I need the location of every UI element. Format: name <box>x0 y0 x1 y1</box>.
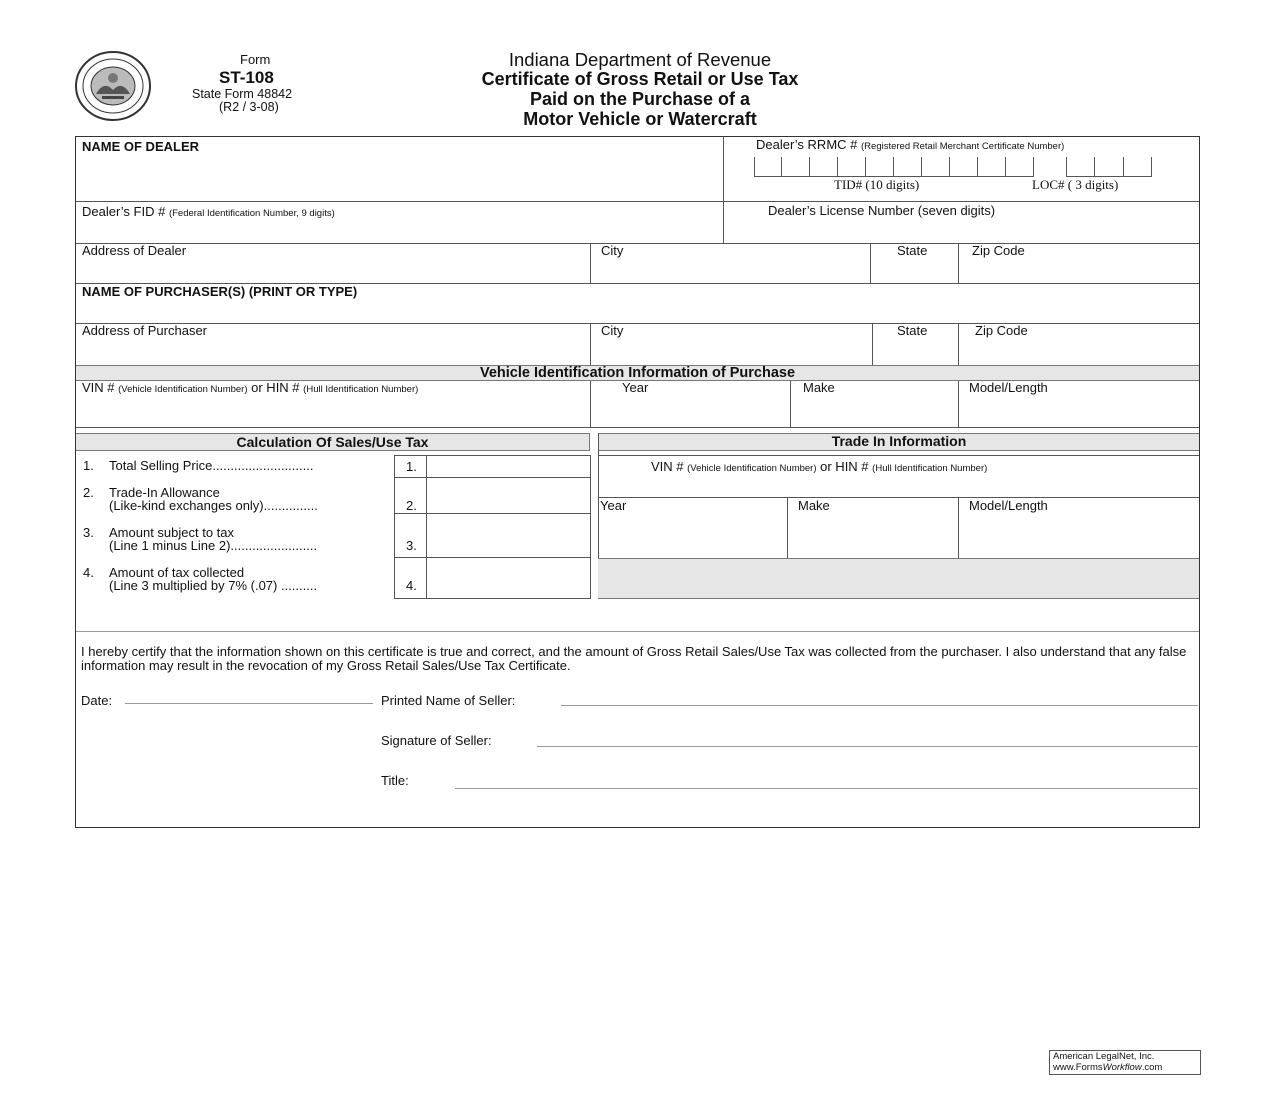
calc-line3-text2: (Line 1 minus Line 2)........................ <box>109 538 318 553</box>
calc-line2-text2: (Like-kind exchanges only)............... <box>109 498 318 513</box>
purchaser-zip-label: Zip Code <box>975 323 1028 338</box>
calc-line3-text1: Amount subject to tax <box>109 525 235 540</box>
calc-box2-label: 2. <box>406 498 417 513</box>
calc-box3-label: 3. <box>406 538 417 553</box>
trade-in-vin-label: VIN # (Vehicle Identification Number) or HIN # (Hull Identification Number) <box>651 459 988 474</box>
tid-digit-boxes[interactable] <box>754 157 1034 177</box>
printed-name-label: Printed Name of Seller: <box>381 693 516 708</box>
publisher-name: American LegalNet, Inc. <box>1053 1051 1155 1062</box>
trade-in-section-title: Trade In Information <box>598 433 1199 451</box>
certification-text: I hereby certify that the information shown on this certificate is true and correct, and the amount of Gross Retail Sales/Use Tax was collected from the purchaser. I also understand that any false information may result in the revocation of my Gross Retail Sales/Use Tax Certificate. <box>81 644 1187 673</box>
form-title-line3: Motor Vehicle or Watercraft <box>523 109 757 129</box>
loc-label: LOC# ( 3 digits) <box>1032 177 1119 192</box>
publisher-url: www.FormsWorkflow.com <box>1053 1061 1163 1073</box>
form-label: Form <box>240 52 271 67</box>
calc-line4-text2: (Line 3 multiplied by 7% (.07) .......... <box>109 578 318 593</box>
vehicle-year-label: Year <box>622 380 649 395</box>
dealer-state-label: State <box>897 243 928 258</box>
calc-line1-text: Total Selling Price............................ <box>109 458 314 473</box>
dealer-name-field[interactable] <box>78 156 720 200</box>
date-label: Date: <box>81 693 113 708</box>
tax-collected-input[interactable] <box>427 558 590 598</box>
loc-digit-boxes[interactable] <box>1066 157 1152 177</box>
purchaser-state-label: State <box>897 323 928 338</box>
signature-label: Signature of Seller: <box>381 733 492 748</box>
calc-line4-text1: Amount of tax collected <box>109 565 245 580</box>
form-number: ST-108 <box>219 68 274 87</box>
publisher-stamp <box>1049 1050 1201 1075</box>
seller-title-label: Title: <box>381 773 409 788</box>
state-form-number: State Form 48842 <box>192 87 293 101</box>
vehicle-section-title: Vehicle Identification Information of Purchase <box>76 365 1199 381</box>
vehicle-make-label: Make <box>803 380 835 395</box>
signature-line[interactable] <box>537 746 1198 747</box>
date-line[interactable] <box>125 703 373 704</box>
dealer-fid-label: Dealer’s FID # (Federal Identification Number, 9 digits) <box>82 204 335 219</box>
dealer-license-label: Dealer’s License Number (seven digits) <box>768 203 996 218</box>
dealer-rrmc-label: Dealer’s RRMC # (Registered Retail Merchant Certificate Number) <box>756 137 1065 152</box>
purchaser-address-label: Address of Purchaser <box>82 323 208 338</box>
amount-subject-to-tax-input[interactable] <box>427 514 590 556</box>
calc-box4-label: 4. <box>406 578 417 593</box>
dealer-zip-label: Zip Code <box>972 243 1025 258</box>
seller-title-line[interactable] <box>455 788 1198 789</box>
dealer-address-label: Address of Dealer <box>82 243 187 258</box>
trade-in-shaded-area <box>598 558 1199 599</box>
state-seal-icon <box>74 50 152 122</box>
form-body <box>75 136 1200 828</box>
purchaser-city-label: City <box>601 323 624 338</box>
trade-in-model-label: Model/Length <box>969 498 1048 513</box>
form-revision: (R2 / 3-08) <box>219 100 279 114</box>
calc-line4-num: 4. <box>83 565 94 580</box>
vehicle-model-label: Model/Length <box>969 380 1048 395</box>
total-selling-price-input[interactable] <box>427 456 590 476</box>
calc-line2-num: 2. <box>83 485 94 500</box>
trade-in-year-label: Year <box>600 498 627 513</box>
purchaser-name-label: NAME OF PURCHASER(S) (PRINT OR TYPE) <box>82 284 358 299</box>
calc-line1-num: 1. <box>83 458 94 473</box>
dealer-city-label: City <box>601 243 624 258</box>
tid-label: TID# (10 digits) <box>834 177 920 192</box>
trade-in-allowance-input[interactable] <box>427 478 590 512</box>
vehicle-vin-label: VIN # (Vehicle Identification Number) or HIN # (Hull Identification Number) <box>82 380 419 395</box>
dealer-name-label: NAME OF DEALER <box>82 139 199 154</box>
trade-in-make-label: Make <box>798 498 830 513</box>
calc-line3-num: 3. <box>83 525 94 540</box>
form-title-line1: Certificate of Gross Retail or Use Tax <box>481 69 799 89</box>
form-title-line2: Paid on the Purchase of a <box>529 89 751 109</box>
calculation-section-title: Calculation Of Sales/Use Tax <box>76 433 590 451</box>
calc-line2-text1: Trade-In Allowance <box>109 485 220 500</box>
agency-name: Indiana Department of Revenue <box>508 49 772 70</box>
printed-name-line[interactable] <box>561 705 1198 706</box>
calc-box1-label: 1. <box>406 459 417 474</box>
